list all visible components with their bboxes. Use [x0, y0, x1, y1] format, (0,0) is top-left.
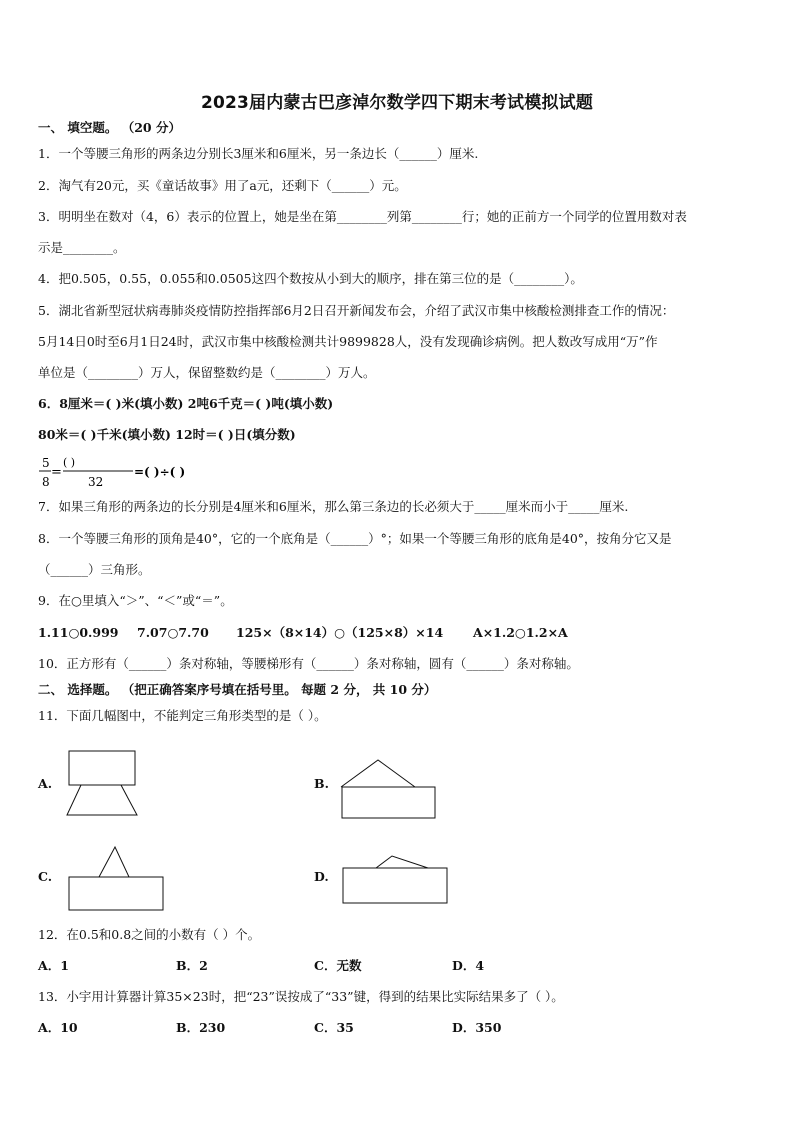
- q9-item-3: 125×（8×14）○（125×8）×14: [236, 625, 444, 640]
- q13-option-d: D．350: [452, 1020, 502, 1035]
- blank-denominator: 32: [88, 475, 104, 489]
- q12-option-d: D．4: [452, 958, 485, 973]
- q11-figure-a: [66, 748, 140, 818]
- figure-a-covering-rectangle: [69, 751, 135, 785]
- question-5-line-2: 5月14日0时至6月1日24时，武汉市集中核酸检测共计9899828人，没有发现确诊病例。把人数改写成用“万”作: [38, 334, 658, 349]
- equals-sign: =: [51, 465, 62, 480]
- figure-c-triangle-apex: [99, 847, 129, 877]
- q13-option-c: C．35: [314, 1020, 354, 1035]
- q11-figure-d: [340, 852, 450, 906]
- q11-option-c-label: C.: [38, 869, 53, 884]
- fraction-numerator: 5: [42, 456, 50, 470]
- question-13: 13．小宇用计算器计算35×23时，把“23”误按成了“33”键，得到的结果比实际结果多了（ ）。: [38, 989, 564, 1004]
- q12-option-a: A．1: [38, 958, 69, 973]
- question-8-line-1: 8．一个等腰三角形的顶角是40°，它的一个底角是（______）°；如果一个等腰三角形的底角是40°，按角分它又是: [38, 531, 672, 546]
- question-12: 12．在0.5和0.8之间的小数有（ ）个。: [38, 927, 261, 942]
- question-5-line-3: 单位是（________）万人，保留整数约是（________）万人。: [38, 365, 376, 380]
- figure-d-covering-rectangle: [343, 868, 447, 903]
- section-choice-heading: 二、 选择题。 （把正确答案序号填在括号里。 每题 2 分， 共 10 分）: [38, 682, 437, 697]
- question-7: 7．如果三角形的两条边的长分别是4厘米和6厘米，那么第三条边的长必须大于_____厘米而小于_____厘米.: [38, 499, 629, 514]
- q12-option-b: B．2: [176, 958, 208, 973]
- figure-b-triangle-apex: [341, 760, 415, 787]
- question-10: 10．正方形有（______）条对称轴，等腰梯形有（______）条对称轴，圆有（______）条对称轴。: [38, 656, 579, 671]
- q11-figure-b: [338, 755, 438, 821]
- page-title: 2023届内蒙古巴彦淖尔数学四下期末考试模拟试题: [200, 93, 594, 113]
- blank-numerator: ( ): [63, 456, 76, 469]
- figure-c-covering-rectangle: [69, 877, 163, 910]
- q9-item-4: A×1.2○1.2×A: [473, 625, 568, 640]
- q11-option-b-label: B.: [314, 776, 329, 791]
- q12-option-c: C．无数: [314, 958, 362, 973]
- question-1: 1．一个等腰三角形的两条边分别长3厘米和6厘米，另一条边长（______）厘米.: [38, 146, 479, 161]
- question-11: 11．下面几幅图中，不能判定三角形类型的是（ ）。: [38, 708, 327, 723]
- q11-option-a-label: A.: [38, 776, 53, 791]
- question-3-line-1: 3．明明坐在数对（4，6）表示的位置上，她是坐在第________列第________行；她的正前方一个同学的位置用数对表: [38, 209, 687, 224]
- section-fill-blank-heading: 一、 填空题。 （20 分）: [38, 120, 181, 135]
- question-4: 4．把0.505，0.55，0.055和0.0505这四个数按从小到大的顺序，排在第三位的是（________）。: [38, 271, 583, 286]
- figure-d-triangle-apex: [376, 856, 428, 868]
- q13-option-b: B．230: [176, 1020, 226, 1035]
- question-6-line-1: 6．8厘米＝( )米(填小数) 2吨6千克＝( )吨(填小数): [38, 396, 334, 411]
- q9-item-1: 1.11○0.999: [38, 625, 119, 640]
- question-2: 2．淘气有20元，买《童话故事》用了a元，还剩下（______）元。: [38, 178, 407, 193]
- question-9: 9．在○里填入“＞”、“＜”或“＝”。: [38, 593, 233, 608]
- figure-b-covering-rectangle: [342, 787, 435, 818]
- q9-item-2: 7.07○7.70: [137, 625, 209, 640]
- question-8-line-2: （______）三角形。: [38, 562, 151, 577]
- figure-a-trapezoid-base: [67, 785, 137, 815]
- question-5-line-1: 5．湖北省新型冠状病毒肺炎疫情防控指挥部6月2日召开新闻发布会，介绍了武汉市集中核酸检测排查工作的情况：: [38, 303, 675, 318]
- fraction-denominator: 8: [42, 475, 50, 489]
- question-6-fraction-equation: [36, 453, 236, 491]
- q11-figure-c: [66, 844, 166, 914]
- question-6-line-2: 80米＝( )千米(填小数) 12时＝( )日(填分数): [38, 427, 296, 442]
- q13-option-a: A．10: [38, 1020, 78, 1035]
- q11-option-d-label: D.: [314, 869, 329, 884]
- question-3-line-2: 示是________。: [38, 240, 126, 255]
- fraction-tail: =( )÷( ): [134, 465, 186, 479]
